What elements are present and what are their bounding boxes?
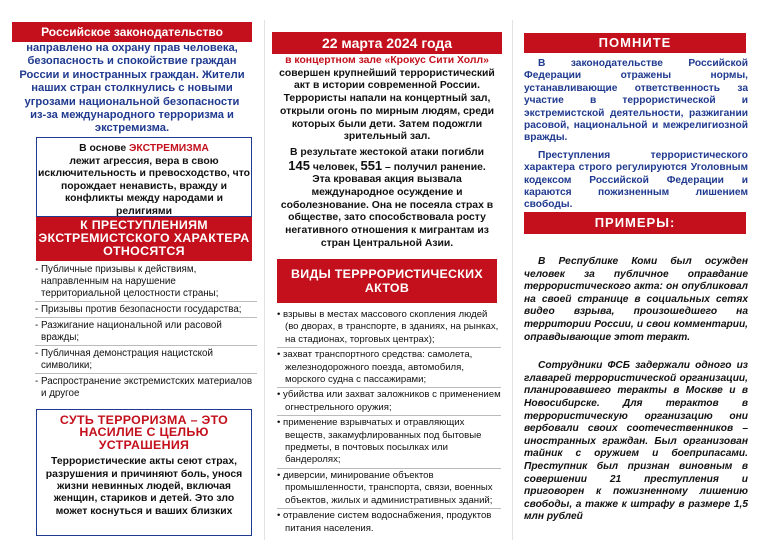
casualties-intro: В результате жестокой атаки погибли xyxy=(289,146,484,158)
terrorism-essence-text: Террористические акты сеют страх, разрушения и причиняют боль, унося жизни невинных людей, включая женщин, стариков и детей. Это зло может коснуться и ваших близких xyxy=(45,456,243,517)
casualties xyxy=(272,157,502,175)
dead-word: человек, xyxy=(309,161,361,173)
event-description xyxy=(272,55,502,251)
remember-paragraph: Преступления террористического характера строго регулируются Уголовным кодексом Российской Федерации и караются пожизненным лишением свободы. xyxy=(524,149,748,211)
remember-paragraph: В законодательстве Российской Федерации отражены нормы, устанавливающие ответственность за участие в террористической и экстремистской деятельности, разжигании расовой, национальной и межрелигиозной вражды. xyxy=(524,58,748,144)
law-header-text: Российское законодательство xyxy=(41,25,223,39)
law-intro: направлено на охрану прав человека, безопасность и спокойствие граждан России и иностранных граждан. Жители наших стран столкнулись с новыми угрозами национальной безопасности из-за международного терроризма и экстремизма. xyxy=(19,42,245,135)
event-reaction: Эта кровавая акция вызвала международное осуждение и соболезнование. Она не посеяла страх в обществе, зато способствовала росту негативного отношения к мигрантам из стран Центральной Азии. xyxy=(280,174,494,249)
list-item: - Публичные призывы к действиям, направленным на нарушение территориальной целостности страны; xyxy=(35,264,219,299)
extremism-crimes-heading: К ПРЕСТУПЛЕНИЯМ ЭКСТРЕМИСТСКОГО ХАРАКТЕРА ОТНОСЯТСЯ xyxy=(36,217,252,261)
extremism-text: лежит агрессия, вера в свою исключительность и превосходство, что порождает ненависть, вражду и конфликты между народами и религиями xyxy=(37,155,250,217)
remember-text xyxy=(524,58,748,212)
column-divider xyxy=(512,20,513,540)
examples-text xyxy=(524,256,748,524)
terror-types-heading: ВИДЫ ТЕРРРОРИСТИЧЕСКИХ АКТОВ xyxy=(277,259,497,303)
example-paragraph: Сотрудники ФСБ задержали одного из главарей террористической организации, планировавшего теракты в Москве и в Новосибирске. Для терактов в террористическую организацию они вербовали своих соотечественников – иностранных граждан. Был организован тайник с оружием и боеприпасами. Преступник был признан виновным в совершении 21 преступления и приговорен к пожизненному лишению свободы, а также к штрафу в размере 1,5 млн рублей xyxy=(524,360,748,523)
list-item: • взрывы в местах массового скопления людей (во дворах, в транспорте, в зданиях, на рынках, на стадионах, торговых центрах); xyxy=(277,309,499,345)
examples-heading: ПРИМЕРЫ: xyxy=(524,212,746,234)
terrorism-essence-box xyxy=(36,409,252,536)
extremism-crimes-list xyxy=(35,264,257,401)
list-item: • применение взрывчатых и отравляющих веществ, закамуфлированных под бытовые предметы, в почтовых посылках или бандеролях; xyxy=(277,415,501,467)
list-item: - Призывы против безопасности государства; xyxy=(35,301,257,316)
list-item: - Распространение экстремистских материалов и другое xyxy=(35,373,257,400)
event-venue: в концертном зале «Крокус Сити Холл» xyxy=(285,55,489,66)
list-item: • отравление систем водоснабжения, продуктов питания населения. xyxy=(277,508,501,535)
injured-count: 551 xyxy=(360,157,383,173)
list-item: - Публичная демонстрация нацистской символики; xyxy=(35,345,257,372)
extremism-prefix: В основе xyxy=(79,143,130,154)
remember-heading: ПОМНИТЕ xyxy=(524,33,746,53)
list-item: • захват транспортного средства: самолета, железнодорожного поезда, автомобиля, морского судна с пассажирами; xyxy=(277,347,501,386)
extremism-box xyxy=(36,137,252,217)
column-divider xyxy=(264,20,265,540)
list-item: • убийства или захват заложников с применением огнестрельного оружия; xyxy=(277,389,501,413)
event-paragraph: совершен крупнейший террористический акт в истории современной России. Террористы напали на концертный зал, открыли огонь по мирным людям, среди которых были дети. Затем подожгли зрительный зал. xyxy=(279,67,495,143)
example-paragraph: В Республике Коми был осужден человек за публичное оправдание террористического акта: он опубликовал на своей странице в социальных сетях видео взрыва, произошедшего на территории России, и свои комментарии, оправдывающие этот теракт. xyxy=(524,256,748,343)
event-date: 22 марта 2024 года xyxy=(272,32,502,54)
law-header xyxy=(12,22,252,42)
extremism-highlight: ЭКСТРЕМИЗМА xyxy=(129,143,209,154)
injured-word: – получил ранение. xyxy=(382,161,486,173)
terror-types-list xyxy=(277,309,501,536)
list-item: • диверсии, минирование объектов промышленности, транспорта, связи, военных объектов, жилых и административных зданий; xyxy=(277,468,501,507)
list-item: - Разжигание национальной или расовой вражды; xyxy=(35,317,257,344)
dead-count: 145 xyxy=(288,157,310,173)
terrorism-essence-title: СУТЬ ТЕРРОРИЗМА – ЭТО НАСИЛИЕ С ЦЕЛЬЮ УСТРАШЕНИЯ xyxy=(59,413,229,452)
